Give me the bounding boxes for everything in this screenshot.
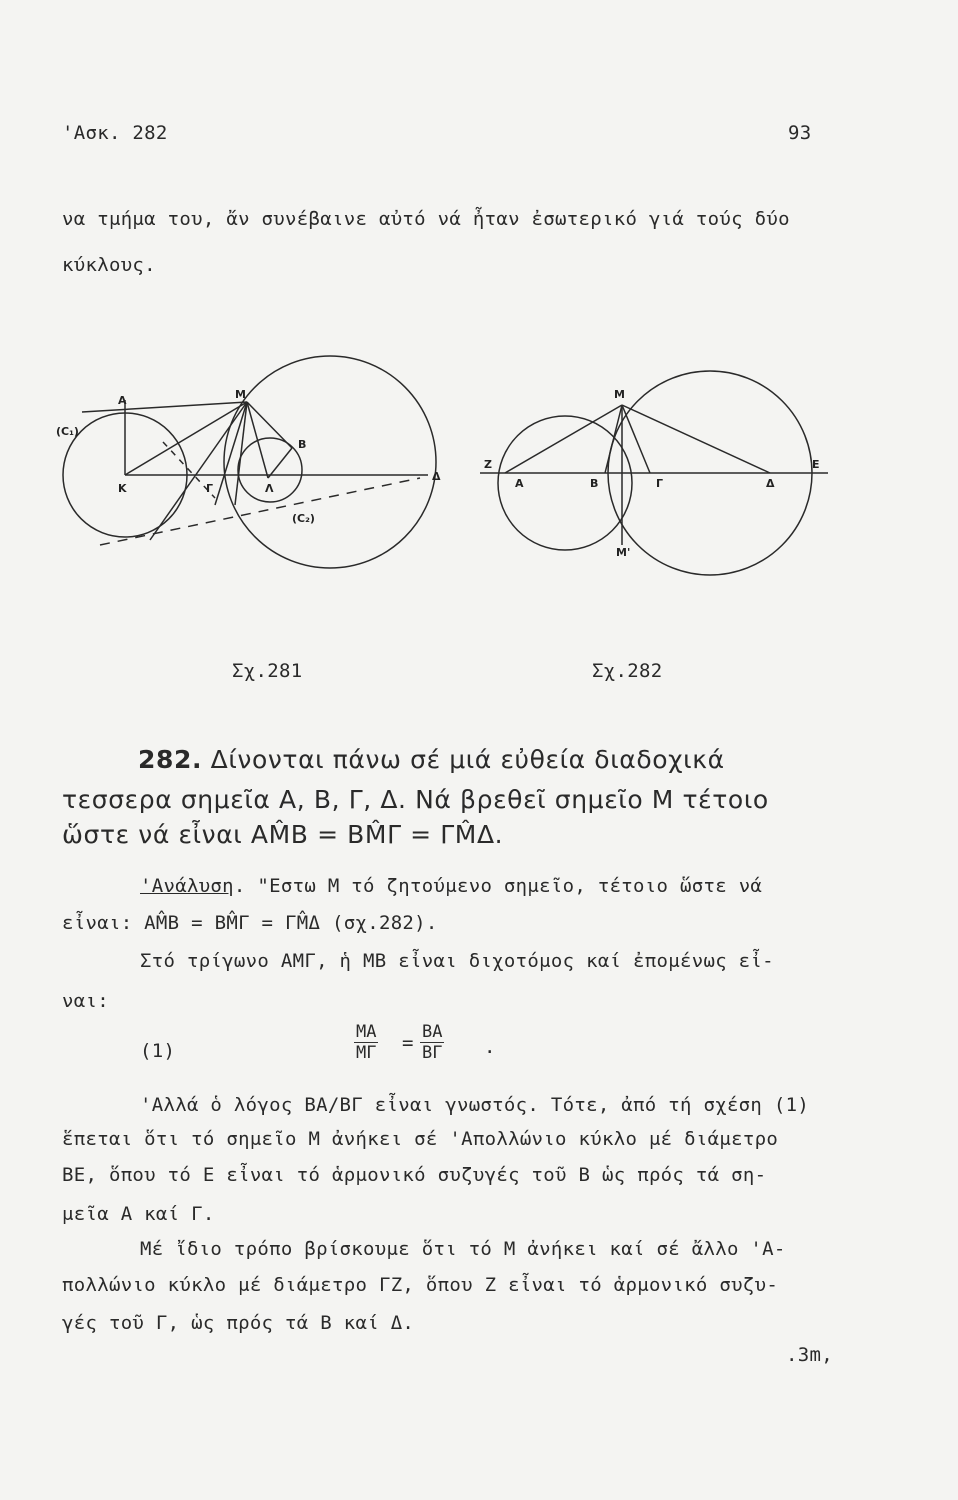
label-m-281: M [235,388,246,401]
problem-line-1-text: Δίνονται πάνω σέ μιά εὐθεία διαδοχικά [210,745,725,774]
problem-line-3: ὥστε νά εἶναι AM̂B = BM̂Γ = ΓM̂Δ. [62,820,504,849]
label-a-281: A [118,394,127,407]
circle-c2-outer [224,356,436,568]
label-b-282: B [590,477,599,490]
line-m-down [150,402,247,540]
analysis-line-1-rest: . "Εστω M τό ζητούμενο σημεῖο, τέτοιο ὥστε νά [233,875,763,897]
para2-line-3: BE, ὅπου τό E εἶναι τό ἁρμονικό συζυγές τοῦ B ὡς πρός τά ση- [62,1164,767,1186]
problem-line-2: τεσσερα σημεῖα A, B, Γ, Δ. Νά βρεθεῖ σημεῖο M τέτοιο [62,785,769,814]
label-gamma-282: Γ [656,477,664,490]
label-e-282: E [812,458,820,471]
line-mb-282 [605,405,622,473]
line-dashed-bottom [100,478,420,545]
figure-281 [63,356,436,568]
figures-281-282 [0,330,958,630]
caption-fig-282: Σχ.282 [592,660,663,682]
problem-line-1 [138,745,725,774]
intro-line-1: να τμήμα του, ἄν συνέβαινε αὐτό νά ἦταν ἐσωτερικό γιά τούς δύο [62,208,790,230]
label-delta-282: Δ [766,477,775,490]
para3-line-3: γές τοῦ Γ, ὡς πρός τά B καί Δ. [62,1312,415,1334]
analysis-line-4: ναι: [62,990,109,1012]
fraction-1-numerator: MA [356,1022,377,1042]
para3-line-1: Μέ ἴδιο τρόπο βρίσκουμε ὅτι τό M ἀνήκει καί σέ ἄλλο 'A- [140,1238,786,1260]
label-c2: (C₂) [292,512,315,525]
figure-282 [480,371,828,575]
analysis-heading: 'Ανάλυση [140,875,234,897]
fraction-ma-mg [354,1022,378,1063]
fraction-1-denominator: MΓ [356,1043,377,1063]
problem-number: 282. [138,745,203,774]
label-m-282: M [614,388,625,401]
line-ma [505,405,622,473]
intro-line-2: κύκλους. [62,254,156,276]
fraction-2-numerator: BA [422,1022,443,1042]
fraction-ba-bg [420,1022,444,1063]
fraction-2-denominator: BΓ [422,1043,443,1063]
label-delta-281: Δ [432,470,441,483]
label-z-282: Z [484,458,492,471]
label-k-281: K [118,482,127,495]
para2-line-1: 'Αλλά ὁ λόγος BA/BΓ εἶναι γνωστός. Τότε, ἀπό τή σχέση (1) [140,1094,810,1116]
label-m-prime-282: M' [616,546,631,559]
equation-label: (1) [140,1040,176,1062]
page-number: 93 [788,122,812,144]
equation-period: . [484,1036,496,1058]
label-a-282: A [515,477,524,490]
label-b-281: B [298,438,307,451]
analysis-line-3: Στό τρίγωνο AMΓ, ἡ MB εἶναι διχοτόμος καί ἐπομένως εἶ- [140,950,774,972]
label-lambda-281: Λ [265,482,274,495]
para2-line-2: ἕπεται ὅτι τό σημεῖο M ἀνήκει σέ 'Απολλώνιο κύκλο μέ διάμετρο [62,1128,779,1150]
label-c1: (C₁) [56,425,79,438]
printer-mark: .3m, [786,1344,833,1366]
line-tangent-top [82,402,247,412]
analysis-line-1 [140,875,762,897]
line-lb [268,448,292,478]
para2-line-4: μεῖα A καί Γ. [62,1203,215,1225]
label-gamma-281: Γ [206,482,214,495]
para3-line-2: πολλώνιο κύκλο μέ διάμετρο ΓZ, ὅπου Z εἶναι τό ἁρμονικό συζυ- [62,1274,779,1296]
caption-fig-281: Σχ.281 [232,660,303,682]
line-md-282 [622,405,770,473]
equation-equals: = [402,1032,414,1054]
analysis-line-2: εἶναι: AM̂B = BM̂Γ = ΓM̂Δ (σχ.282). [62,912,438,934]
running-header-left: 'Ασκ. 282 [62,122,168,144]
